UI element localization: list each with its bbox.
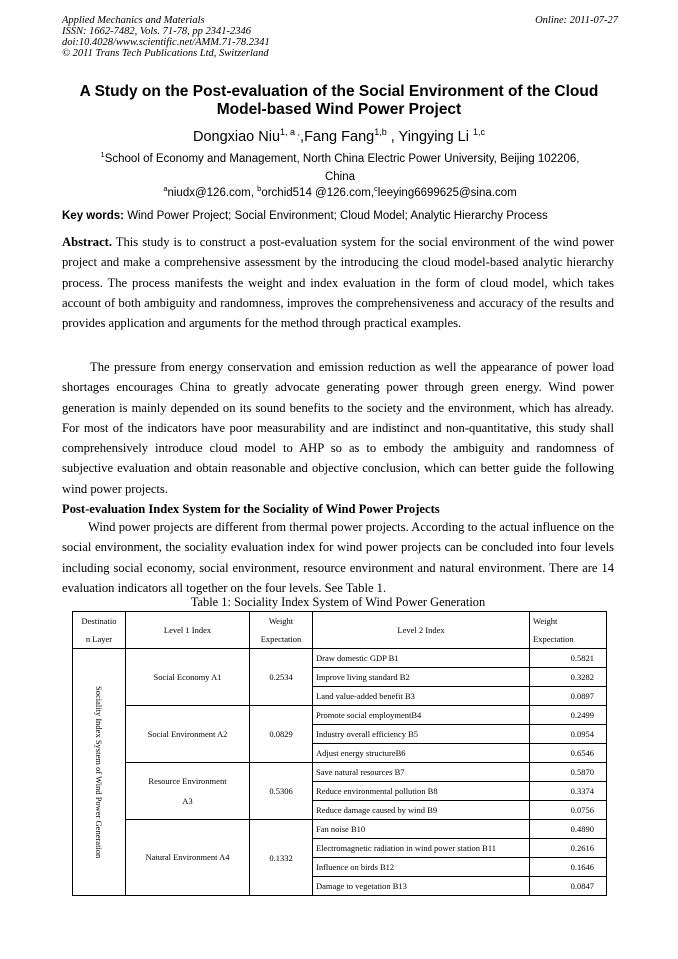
index-table bbox=[72, 611, 607, 896]
level2-cell: Influence on birds B12 bbox=[313, 858, 530, 877]
affiliation-line-1: School of Economy and Management, North China Electric Power University, Beijing 102206, bbox=[104, 152, 580, 165]
level1-cell: Social Economy A1 bbox=[126, 649, 250, 706]
level2-cell: Reduce damage caused by wind B9 bbox=[313, 801, 530, 820]
abstract-text: This study is to construct a post-evaluation system for the social environment of the wind power project and make a comprehensive assessment by the introducing the cloud model-based analytic hierarchy process. The process manifests the weight and index evaluation in the form of cloud model, which takes account of both ambiguity and randomness, improves the comprehensiveness and accuracy of the results and provides application and arguments for the method through practical examples. bbox=[62, 235, 614, 331]
email-a: niudx@126.com, bbox=[167, 186, 258, 199]
level2-weight-cell: 0.0897 bbox=[530, 687, 607, 706]
level2-weight-cell: 0.6546 bbox=[530, 744, 607, 763]
level2-weight-cell: 0.0756 bbox=[530, 801, 607, 820]
email-c-sup: c bbox=[374, 184, 378, 193]
table-header-row bbox=[73, 612, 607, 649]
table-caption: Table 1: Sociality Index System of Wind Power Generation bbox=[190, 595, 486, 609]
keywords-text: Wind Power Project; Social Environment; Cloud Model; Analytic Hierarchy Process bbox=[124, 210, 548, 222]
author-3: , Yingying Li bbox=[386, 128, 469, 145]
title-line-2: Model-based Wind Power Project bbox=[216, 101, 462, 118]
keywords bbox=[62, 208, 618, 224]
level2-cell: Draw domestic GDP B1 bbox=[313, 649, 530, 668]
email-c: leeying6699625@sina.com bbox=[377, 186, 517, 199]
journal-header bbox=[62, 15, 618, 59]
level2-weight-cell: 0.3374 bbox=[530, 782, 607, 801]
author-list bbox=[40, 122, 638, 147]
level2-cell: Electromagnetic radiation in wind power station B11 bbox=[313, 839, 530, 858]
header-level1: Level 1 Index bbox=[126, 612, 250, 649]
author-2: ,Fang Fang bbox=[300, 128, 375, 145]
abstract bbox=[62, 232, 614, 333]
header-weight1: Weight Expectation bbox=[250, 612, 313, 649]
level2-cell: Adjust energy structureB6 bbox=[313, 744, 530, 763]
level2-cell: Save natural resources B7 bbox=[313, 763, 530, 782]
header-level2: Level 2 Index bbox=[313, 612, 530, 649]
table-row bbox=[73, 763, 607, 782]
author-emails bbox=[62, 181, 618, 201]
level1-weight-cell: 0.2534 bbox=[250, 649, 313, 706]
affiliation-sup: 1 bbox=[100, 150, 105, 159]
level1-weight-cell: 0.0829 bbox=[250, 706, 313, 763]
level2-weight-cell: 0.2616 bbox=[530, 839, 607, 858]
level2-weight-cell: 0.3282 bbox=[530, 668, 607, 687]
author-1: Dongxiao Niu bbox=[192, 128, 281, 145]
author-2-sup: 1,b bbox=[374, 127, 387, 137]
author-3-sup: 1,c bbox=[473, 127, 486, 137]
level2-weight-cell: 0.4890 bbox=[530, 820, 607, 839]
level1-weight-cell: 0.1332 bbox=[250, 820, 313, 896]
journal-copyright: © 2011 Trans Tech Publications Ltd, Switzerland bbox=[62, 48, 269, 59]
affiliation-line-2: China bbox=[324, 170, 356, 183]
level2-cell: Fan noise B10 bbox=[313, 820, 530, 839]
level1-cell: Resource Environment A3 bbox=[126, 763, 250, 820]
header-weight2: Weight Expectation bbox=[530, 612, 607, 649]
header-destination: Destinatio n Layer bbox=[73, 612, 126, 649]
abstract-label: Abstract. bbox=[62, 235, 113, 249]
email-b: orchid514 @126.com, bbox=[261, 186, 375, 199]
section-paragraph: Wind power projects are different from thermal power projects. According to the actual influence on the social environment, the sociality evaluation index for wind power projects can be concluded into four levels including social economy, social environment, resource environment and natural environment. There are 14 evaluation indicators all together on the four levels. See Table 1. bbox=[62, 520, 614, 595]
level2-cell: Reduce environmental pollution B8 bbox=[313, 782, 530, 801]
level2-cell: Improve living standard B2 bbox=[313, 668, 530, 687]
level2-weight-cell: 0.0847 bbox=[530, 877, 607, 896]
journal-issn: ISSN: 1662-7482, Vols. 71-78, pp 2341-2346 bbox=[62, 26, 251, 37]
journal-name: Applied Mechanics and Materials bbox=[62, 15, 205, 26]
intro-paragraph: The pressure from energy conservation and emission reduction as well the appearance of power load shortages encourages China to greatly advocate generating power through green energy. Wind power generation is mainly depended on its sound benefits to the society and the environment, which has already. For most of the indicators have poor measurability and are indistinct and non-quantitative, this study shall comprehensively introduce cloud model to AHP so as to embody the ambiguity and randomness of subjective evaluation and obtain reasonable and objective conclusion, which can better guide the following wind power projects. bbox=[62, 360, 614, 496]
table-row bbox=[73, 706, 607, 725]
author-1-sup: 1, a , bbox=[280, 127, 301, 137]
level2-weight-cell: 0.2499 bbox=[530, 706, 607, 725]
keywords-label: Key words: bbox=[62, 210, 124, 222]
level1-cell: Natural Environment A4 bbox=[126, 820, 250, 896]
level2-cell: Damage to vegetation B13 bbox=[313, 877, 530, 896]
table-row bbox=[73, 649, 607, 668]
level1-weight-cell: 0.5306 bbox=[250, 763, 313, 820]
journal-doi: doi:10.4028/www.scientific.net/AMM.71-78.2341 bbox=[62, 37, 270, 48]
paper-title bbox=[50, 83, 628, 119]
email-a-sup: a bbox=[163, 184, 168, 193]
level1-cell: Social Environment A2 bbox=[126, 706, 250, 763]
title-line-1: A Study on the Post-evaluation of the Social Environment of the Cloud bbox=[79, 83, 599, 100]
online-date: Online: 2011-07-27 bbox=[535, 15, 618, 26]
level2-cell: Industry overall efficiency B5 bbox=[313, 725, 530, 744]
level2-weight-cell: 0.0954 bbox=[530, 725, 607, 744]
level2-weight-cell: 0.5870 bbox=[530, 763, 607, 782]
level2-cell: Promote social employmentB4 bbox=[313, 706, 530, 725]
affiliation bbox=[62, 146, 618, 186]
level2-cell: Land value-added benefit B3 bbox=[313, 687, 530, 706]
level2-weight-cell: 0.5821 bbox=[530, 649, 607, 668]
level2-weight-cell: 0.1646 bbox=[530, 858, 607, 877]
email-b-sup: b bbox=[257, 184, 262, 193]
destination-layer-cell: Sociality Index System of Wind Power Generation bbox=[73, 649, 126, 896]
table-row bbox=[73, 820, 607, 839]
section-heading: Post-evaluation Index System for the Sociality of Wind Power Projects bbox=[62, 502, 440, 516]
